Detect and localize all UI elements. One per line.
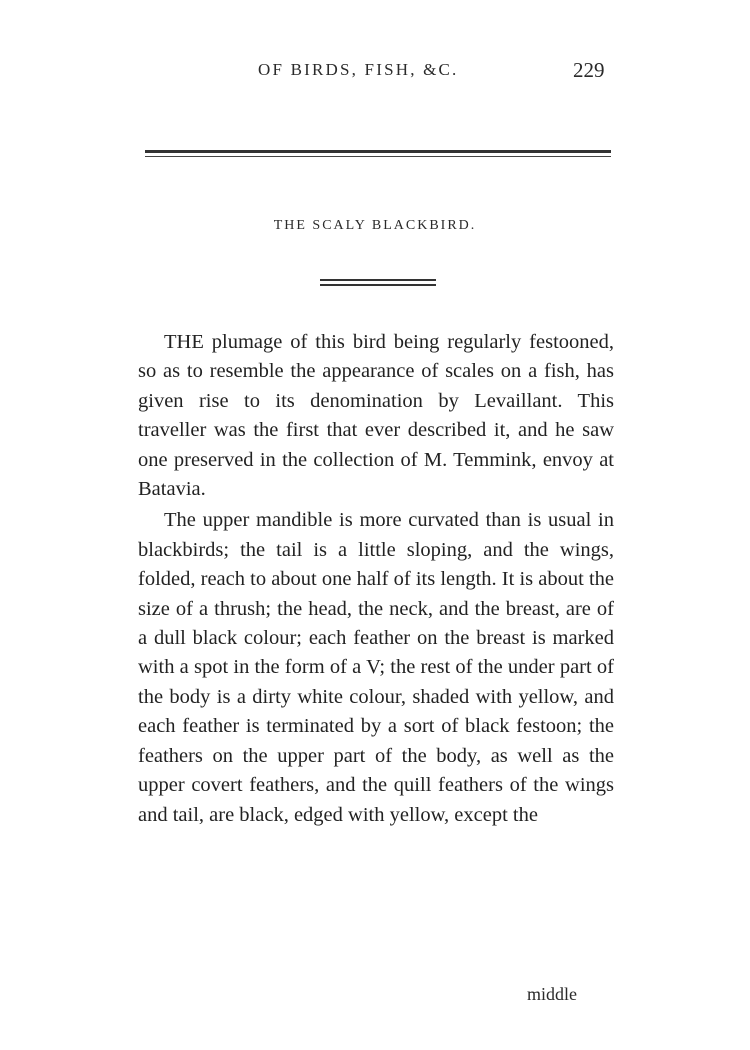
- body-text: [138, 328, 614, 830]
- running-head: OF BIRDS, FISH, &C.: [258, 60, 459, 79]
- paragraph-1: THE plumage of this bird being regularly festooned, so as to resemble the appearance of scales on a fish, has given rise to its denomination by Levaillant. This traveller was the first that ever described it, and he saw one preserved in the collection of M. Temmink, envoy at Batavia.: [138, 331, 614, 501]
- paragraph-2: The upper mandible is more curvated than is usual in blackbirds; the tail is a little sloping, and the wings, folded, reach to about one half of its length. It is about the size of a thrush; the head, the neck, and the breast, are of a dull black colour; each feather on the breast is marked with a spot in the form of a V; the rest of the under part of the body is a dirty white colour, shaded with yellow, and each feather is terminated by a sort of black festoon; the feathers on the upper part of the body, as well as the upper covert feathers, and the quill feathers of the wings and tail, are black, edged with yellow, except the: [138, 509, 614, 826]
- title-ornament-rule: [320, 279, 436, 286]
- page-number: 229: [573, 58, 605, 82]
- section-title: THE SCALY BLACKBIRD.: [273, 218, 477, 233]
- header-double-rule: [145, 150, 611, 157]
- catchword: middle: [527, 984, 577, 1004]
